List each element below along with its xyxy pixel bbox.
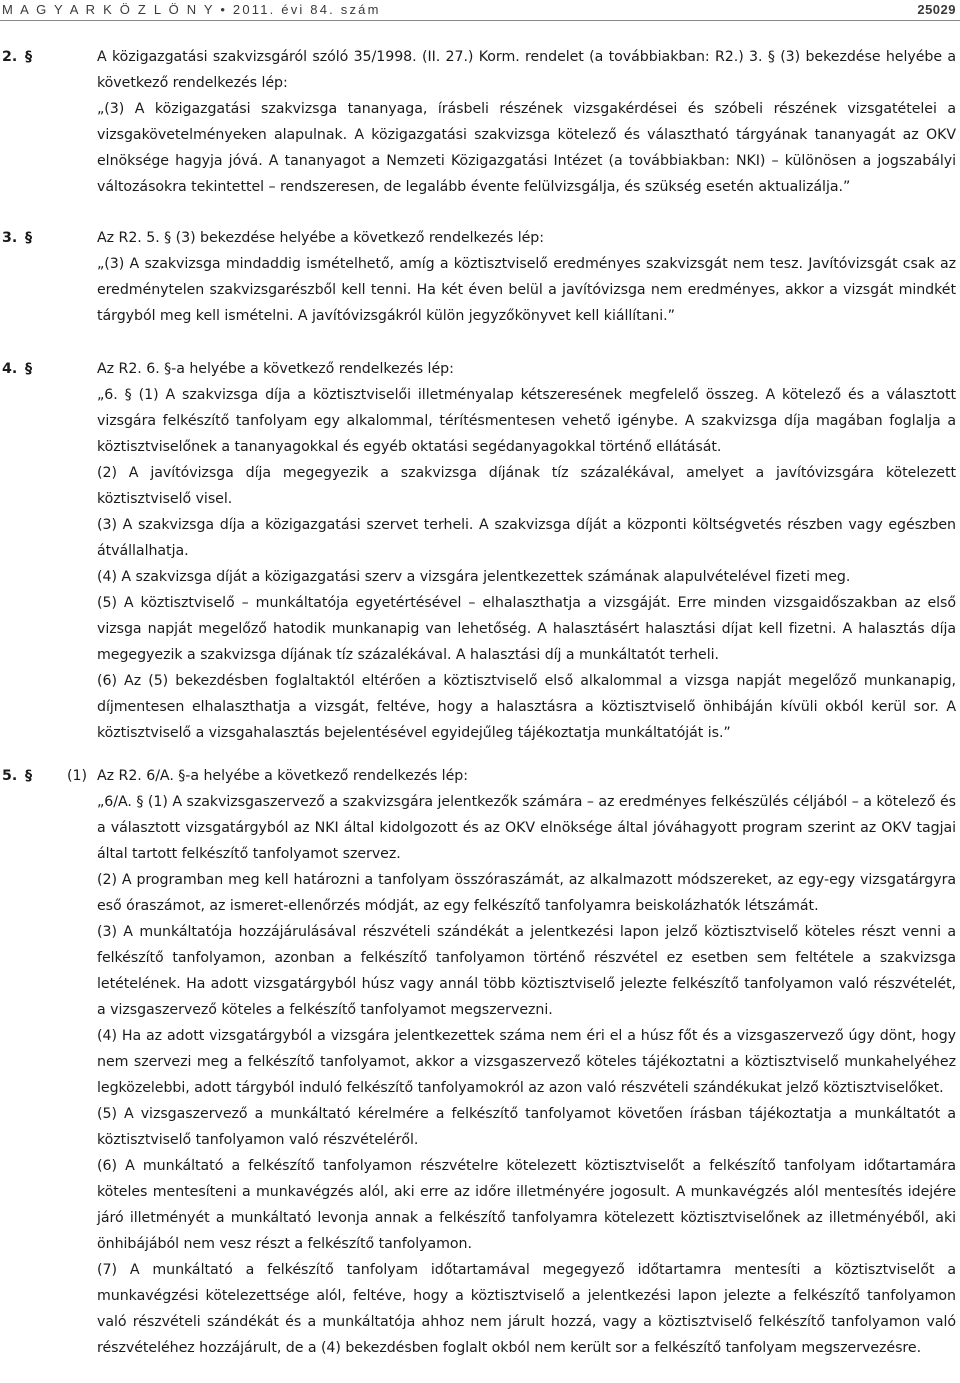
section-paragraph: (3) A szakvizsga díja a közigazgatási szervet terheli. A szakvizsga díját a központi költségvetés részben vagy egészben átvállalhatja. (97, 517, 956, 559)
section-lead: Az R2. 6/A. §-a helyébe a következő rendelkezés lép: (97, 768, 468, 784)
section-sign: § (25, 768, 33, 784)
section-lead: A közigazgatási szakvizsgáról szóló 35/1998. (II. 27.) Korm. rendelet (a továbbiakban: R2.) 3. § (3) bekezdése helyébe a következő rendelkezés lép: (97, 49, 956, 91)
section-paragraph: (5) A vizsgaszervező a munkáltató kérelmére a felkészítő tanfolyamot követően írásban tájékoztatja a munkáltatót a köztisztviselő tanfolyamon való részvételéről. (97, 1106, 956, 1148)
section-paragraph: (3) A munkáltatója hozzájárulásával részvételi szándékát a jelentkezési lapon jelző köztisztviselő köteles részt venni a felkészítő tanfolyamon, azonban a felkészítő tanfolyamon történő részvétel ez esetben sem feltétele a szakvizsga letételének. Ha adott vizsgatárgyból húsz vagy annál több köztisztviselő jelezte felkészítő tanfolyamon való részvételét, a vizsgaszervező köteles a felkészítő tanfolyamot megszervezni. (97, 924, 956, 1018)
section-number: 2. (2, 49, 18, 65)
section-paragraph: „6. § (1) A szakvizsga díja a köztisztviselői illetményalap kétszeresének megfelelő összeg. A kötelező és a választott vizsgára felkészítő tanfolyam egy alkalommal, térítésmentesen vehető igénybe. A szakvizsga díja magában foglalja a köztisztviselőnek a tananyagokkal és egyéb oktatási segédanyagokkal történő ellátását. (97, 387, 956, 455)
section-body (97, 356, 956, 746)
section-paragraph: (6) A munkáltató a felkészítő tanfolyamon részvételre kötelezett köztisztviselőt a felkészítő tanfolyam időtartamára köteles mentesíteni a munkavégzés alól, aki erre az időre illetményére jogosult. A munkavégzés alól mentesítés idejére járó illetményét a munkáltató levonja annak a felkészítő tanfolyamra kötelezett köztisztviselőnek az illetményéből, aki önhibájából nem vesz részt a felkészítő tanfolyamon. (97, 1158, 956, 1252)
section-lead: Az R2. 6. §-a helyébe a következő rendelkezés lép: (97, 361, 454, 377)
section-paragraph: (6) Az (5) bekezdésben foglaltaktól eltérően a köztisztviselő első alkalommal a vizsga napját megelőző munkanapig, díjmentesen elhalaszthatja a vizsgát, feltéve, hogy a halasztásra a köztisztviselő önhibáján kívüli okból kerül sor. A köztisztviselő a vizsgahalasztás bejelentésével egyidejűleg tájékoztatja munkáltatóját is.” (97, 673, 956, 741)
section-paragraph: (7) A munkáltató a felkészítő tanfolyam időtartamával megegyező időtartamra mentesíti a köztisztviselőt a munkavégzési kötelezettsége alól, feltéve, hogy a köztisztviselő a jelentkezési lapon jelezte a felkészítő tanfolyamon való részvételi szándékát és a munkáltatója ahhoz nem járult hozzá, vagy a köztisztviselő felkészítő tanfolyamon való részvételéhez hozzájárult, de a (4) bekezdésben foglalt okból nem került sor a felkészítő tanfolyam megszervezésre. (97, 1262, 956, 1356)
section-paragraph: (4) Ha az adott vizsgatárgyból a vizsgára jelentkezettek száma nem éri el a húsz főt és a vizsgaszervező úgy dönt, hogy nem szervezi meg a felkészítő tanfolyamot, akkor a vizsgaszervező köteles tájékoztatni a köztisztviselő munkahelyéhez legközelebbi, adott tárgyból induló felkészítő tanfolyamokról az azon való részvételi szándékukat jelző köztisztviselőket. (97, 1028, 956, 1096)
section-paragraph: (5) A köztisztviselő – munkáltatója egyetértésével – elhalaszthatja a vizsgáját. Erre minden vizsgaidőszakban az első vizsga napját megelőző hatodik munkanapig van lehetőség. A halasztásért halasztási díjat kell fizetni. A halasztás díja megegyezik a szakvizsga díjának tíz százalékával. A halasztási díj a munkáltatót terheli. (97, 595, 956, 663)
section-sign: § (25, 361, 33, 377)
section-number: 4. (2, 361, 18, 377)
section-paragraph: „(3) A közigazgatási szakvizsga tananyaga, írásbeli részének vizsgakérdései és szóbeli részének vizsgatételei a vizsgakövetelményeken alapulnak. A közigazgatási szakvizsga kötelező és választható tárgyának tananyagát az OKV elnöksége hagyja jóvá. A tananyagot a Nemzeti Közigazgatási Intézet (a továbbiakban: NKI) – különösen a jogszabályi változásokra tekintettel – rendszeresen, de legalább évente felülvizsgálja, és szükség esetén aktualizálja.” (97, 101, 956, 195)
section-sign: § (25, 49, 33, 65)
page-number: 25029 (917, 2, 956, 17)
page-header (0, 0, 960, 22)
section-number: 3. (2, 230, 18, 246)
section-paragraph: (2) A programban meg kell határozni a tanfolyam összóraszámát, az alkalmazott módszereket, az egy-egy vizsgatárgyra eső óraszámot, az ismeret-ellenőrzés módját, az egy felkészítő tanfolyamra beiskolázhatók létszámát. (97, 872, 956, 914)
publication-title: M A G Y A R K Ö Z L Ö N Y • 2011. évi 84. szám (2, 2, 381, 17)
section-sign: § (25, 230, 33, 246)
section-body (97, 225, 956, 329)
section-lead: Az R2. 5. § (3) bekezdése helyébe a következő rendelkezés lép: (97, 230, 544, 246)
section-number: 5. (2, 768, 18, 784)
section-paragraph: „6/A. § (1) A szakvizsgaszervező a szakvizsgára jelentkezők számára – az eredményes felkészülés céljából – a kötelező és a választott vizsgatárgyból az NKI által kidolgozott és az OKV elnöksége által jóváhagyott program szerint az OKV tagjai által tartott felkészítő tanfolyamot szervez. (97, 794, 956, 862)
section-paragraph: (2) A javítóvizsga díja megegyezik a szakvizsga díjának tíz százalékával, amelyet a javítóvizsgára kötelezett köztisztviselő visel. (97, 465, 956, 507)
section-body (97, 763, 956, 1361)
header-divider (0, 20, 960, 21)
section-paragraph: (4) A szakvizsga díját a közigazgatási szerv a vizsgára jelentkezettek számának alapulvételével fizeti meg. (97, 569, 851, 585)
section-body (97, 44, 956, 200)
subsection-number: (1) (67, 768, 88, 784)
section-paragraph: „(3) A szakvizsga mindaddig ismételhető, amíg a köztisztviselő eredményes szakvizsgát nem tesz. Javítóvizsgát csak az eredménytelen szakvizsgarészből kell tenni. Ha két éven belül a javítóvizsga nem eredményes, akkor a vizsgát mindkét tárgyból meg kell ismételni. A javítóvizsgákról külön jegyzőkönyvet kell kiállítani.” (97, 256, 956, 324)
